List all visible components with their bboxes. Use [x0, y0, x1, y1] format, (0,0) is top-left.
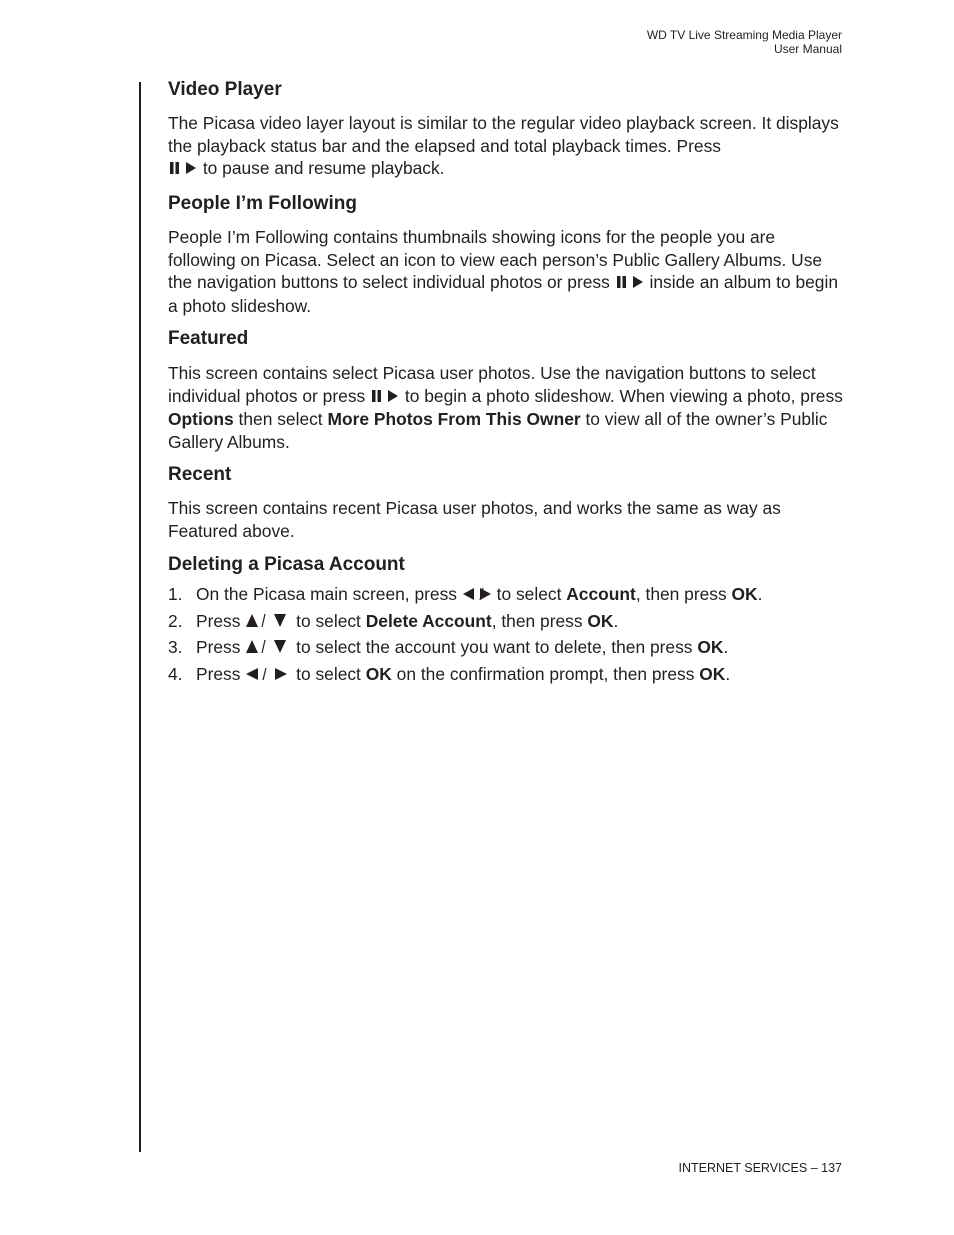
paragraph-featured: This screen contains select Picasa user photos. Use the navigation buttons to select individual photos or press to begin a photo slideshow. When viewing a photo, press Options then select More Photos From This Owner to view all of the owner’s Public Gallery Albums. — [168, 363, 843, 452]
list-item: 1. On the Picasa main screen, press to select Account, then press OK. — [168, 584, 763, 604]
more-photos-label: More Photos From This Owner — [327, 409, 581, 429]
pause-play-icon — [615, 272, 645, 295]
heading-recent: Recent — [168, 464, 232, 485]
left-right-arrow-icon — [245, 664, 291, 686]
heading-featured: Featured — [168, 328, 249, 349]
left-right-arrow-icon — [462, 584, 492, 606]
page-footer: INTERNET SERVICES – 137 — [678, 1161, 842, 1175]
paragraph-people-following: People I’m Following contains thumbnails showing icons for the people you are following on Picasa. Select an icon to view each person’s Public Gallery Albums. Use the navigation buttons to select individual photos or press inside an album to begin a photo slideshow. — [168, 227, 839, 316]
list-item: 3. Press to select the account you want to delete, then press OK. — [168, 637, 729, 657]
options-label: Options — [168, 409, 234, 429]
list-item: 4. Press to select OK on the confirmation prompt, then press OK. — [168, 663, 731, 684]
up-down-arrow-icon — [245, 637, 291, 659]
paragraph-video-player: The Picasa video layer layout is similar to the regular video playback screen. It displays the playback status bar and the elapsed and total playback times. Press to pause and resume playback. — [168, 112, 843, 181]
margin-rule — [139, 82, 141, 1152]
pause-play-icon — [168, 158, 198, 181]
pause-play-icon — [370, 386, 400, 409]
header-title: WD TV Live Streaming Media Player — [646, 28, 842, 42]
heading-people-following: People I’m Following — [168, 193, 357, 214]
page-header — [647, 28, 842, 56]
list-item: 2. Press to select Delete Account, then press OK. — [168, 610, 619, 631]
paragraph-recent: This screen contains recent Picasa user photos, and works the same as way as Featured above. — [168, 498, 781, 541]
header-subtitle: User Manual — [773, 42, 842, 56]
heading-video-player: Video Player — [168, 79, 282, 100]
heading-deleting-account: Deleting a Picasa Account — [168, 554, 405, 575]
up-down-arrow-icon — [245, 611, 291, 633]
steps-list — [168, 583, 843, 689]
